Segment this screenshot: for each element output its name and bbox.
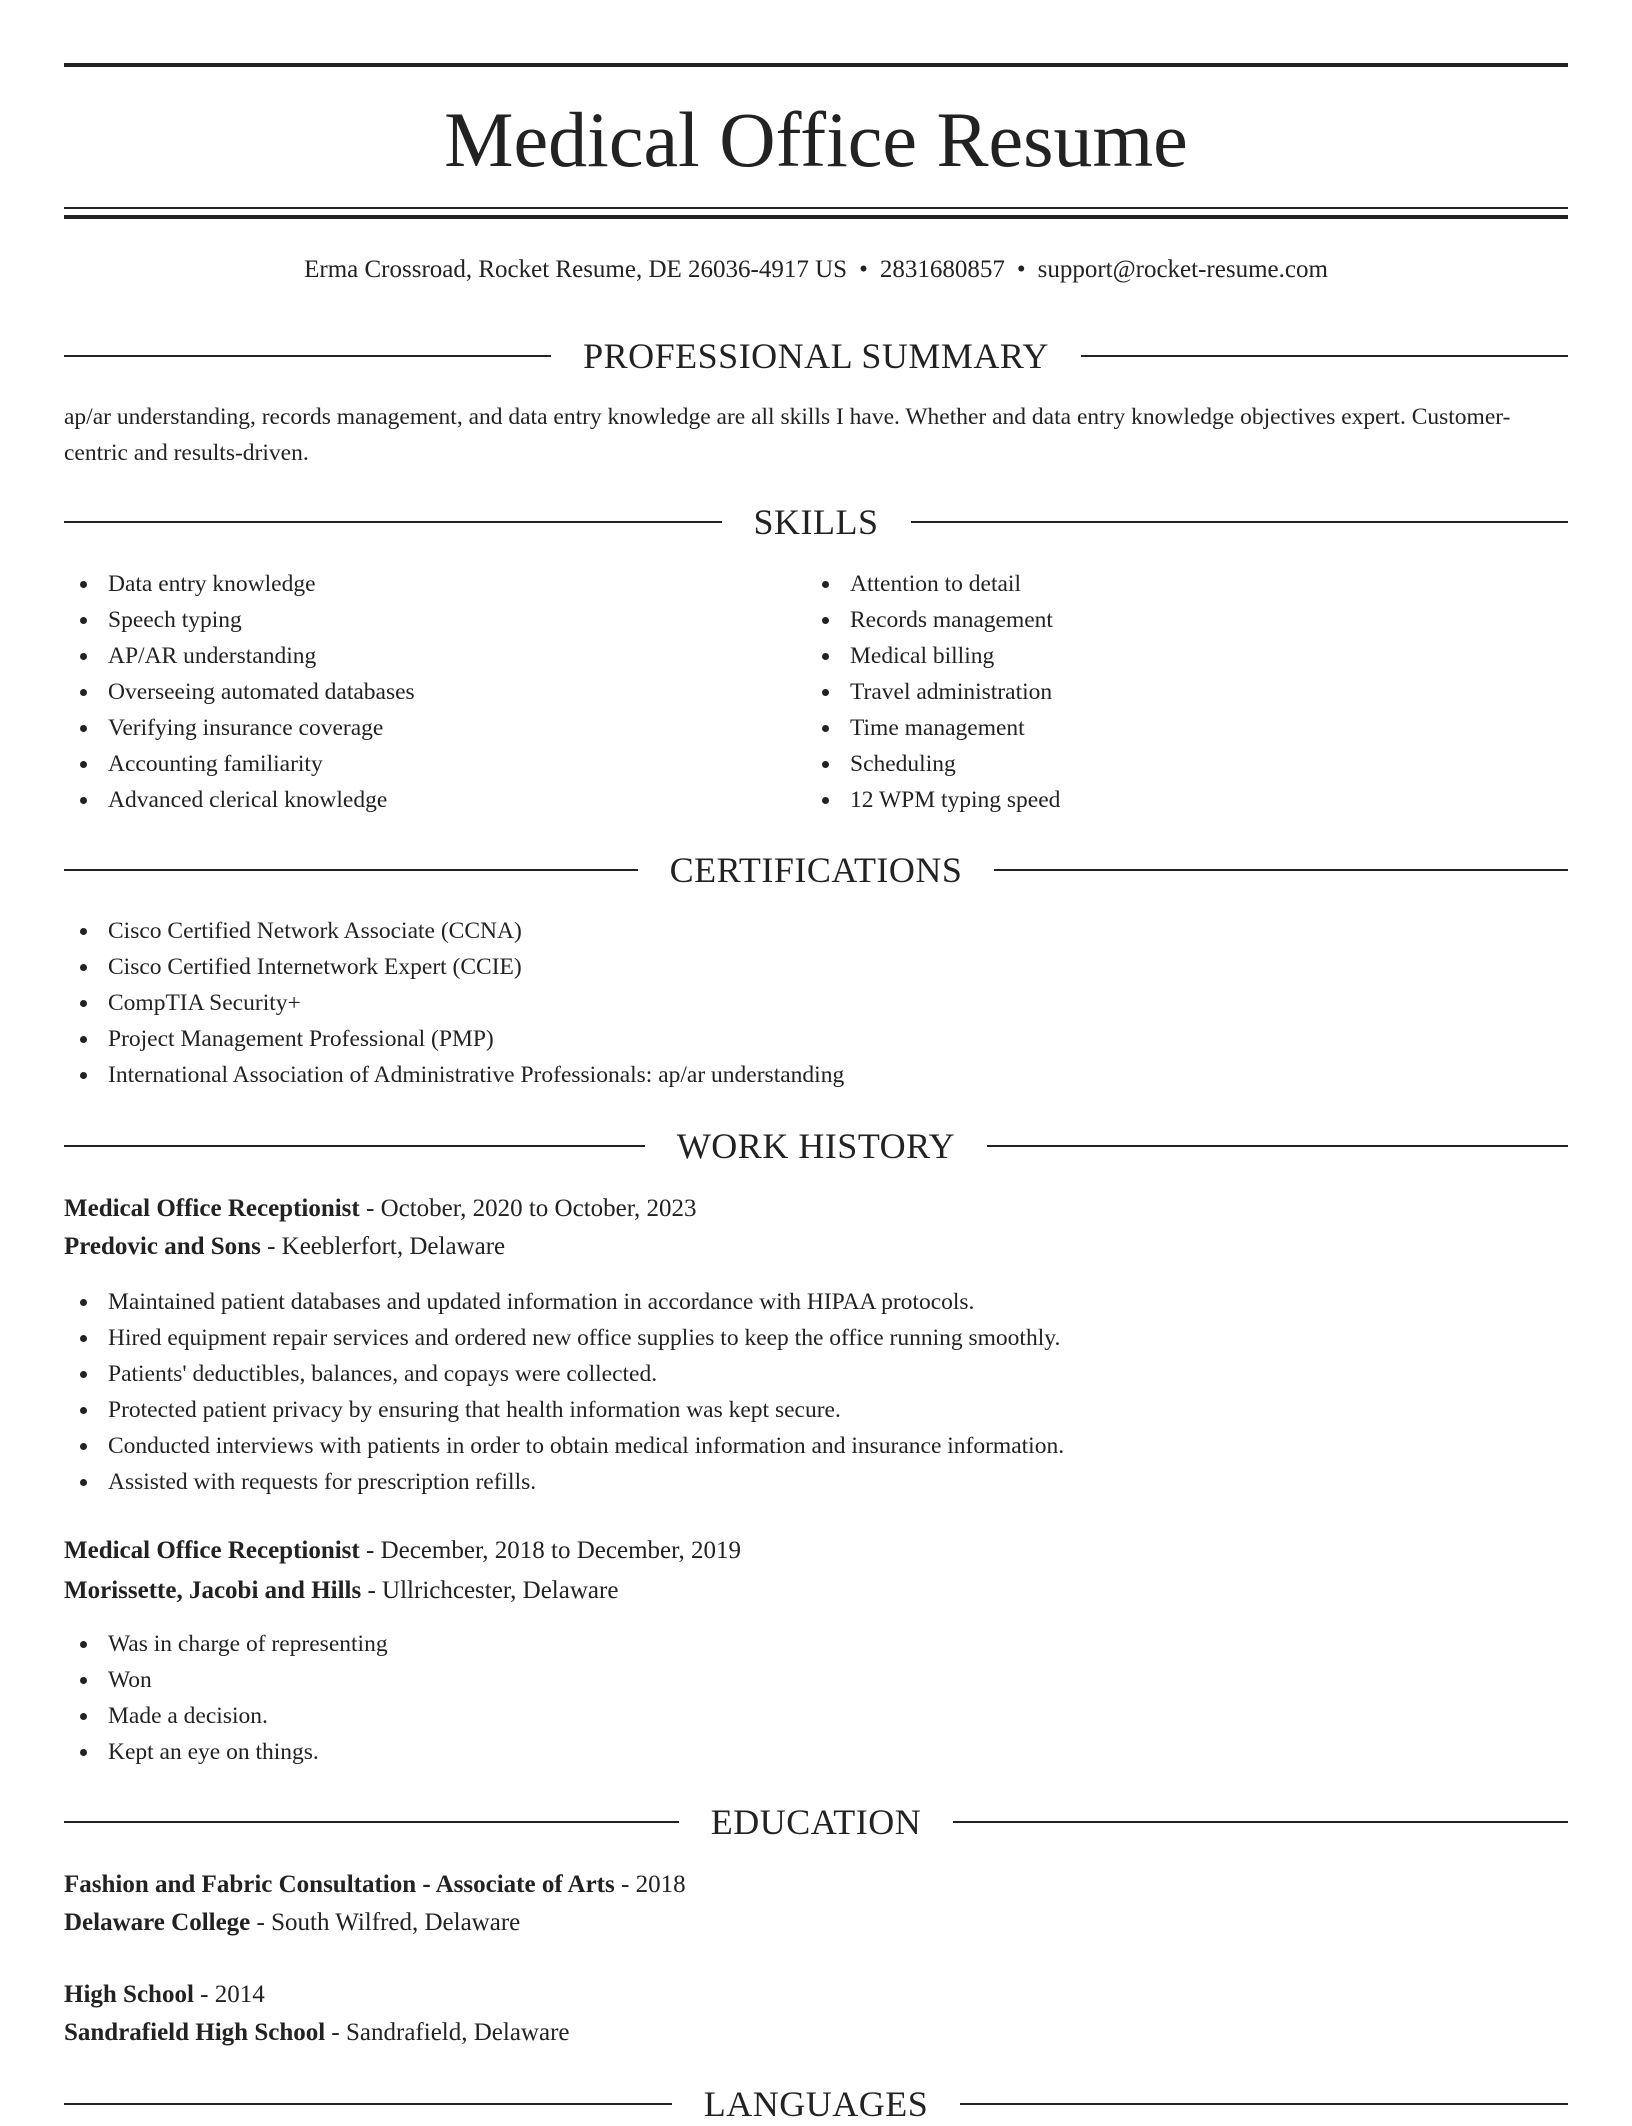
employer-location: Keeblerfort, Delaware (281, 1233, 506, 1260)
heading-rule-right (987, 1145, 1568, 1147)
school-name: Delaware College (64, 1909, 251, 1936)
dash: - (325, 2019, 346, 2046)
title-rule-thick (64, 215, 1568, 219)
title-rule-thin (64, 207, 1568, 209)
heading-rule-left (64, 1145, 645, 1147)
degree-year: 2014 (214, 1981, 265, 2008)
skill-item: Accounting familiarity (64, 746, 804, 782)
employer-name: Morissette, Jacobi and Hills (64, 1577, 362, 1604)
section-title: CERTIFICATIONS (669, 850, 963, 890)
school-line (64, 1905, 1568, 1941)
section-title: PROFESSIONAL SUMMARY (583, 336, 1049, 376)
heading-rule-left (64, 2103, 672, 2105)
section-heading-summary (64, 334, 1568, 378)
section-heading-certifications (64, 848, 1568, 892)
contact-separator: • (1016, 256, 1026, 283)
degree-line (64, 1867, 1568, 1903)
skill-item: AP/AR understanding (64, 638, 804, 674)
job-bullet: Won (64, 1662, 1568, 1698)
skill-item: Data entry knowledge (64, 566, 804, 602)
school-location: South Wilfred, Delaware (271, 1909, 521, 1936)
skill-item: Travel administration (806, 674, 1546, 710)
certification-item: Project Management Professional (PMP) (64, 1021, 1568, 1057)
job-bullet: Conducted interviews with patients in order to obtain medical information and insurance information. (64, 1428, 1568, 1464)
heading-rule-left (64, 355, 551, 357)
employer-name: Predovic and Sons (64, 1233, 261, 1260)
certification-item: Cisco Certified Network Associate (CCNA) (64, 913, 1568, 949)
section-title: LANGUAGES (703, 2084, 929, 2124)
job-dates: October, 2020 to October, 2023 (380, 1195, 697, 1222)
section-title: WORK HISTORY (676, 1126, 956, 1166)
top-rule (64, 63, 1568, 67)
degree-name: Fashion and Fabric Consultation - Associate of Arts (64, 1871, 615, 1898)
section-heading-work (64, 1124, 1568, 1168)
job-bullet: Kept an eye on things. (64, 1734, 1568, 1770)
job-title-line (64, 1533, 1568, 1569)
skills-list-left (64, 566, 804, 818)
skill-item: Scheduling (806, 746, 1546, 782)
skill-item: Verifying insurance coverage (64, 710, 804, 746)
skill-item: Time management (806, 710, 1546, 746)
section-title: SKILLS (753, 502, 879, 542)
job-bullet: Maintained patient databases and updated information in accordance with HIPAA protocols. (64, 1284, 1568, 1320)
job-bullets (64, 1626, 1568, 1770)
job-title-line (64, 1191, 1568, 1227)
job-title: Medical Office Receptionist (64, 1537, 360, 1564)
contact-line (64, 254, 1568, 286)
degree-year: 2018 (635, 1871, 686, 1898)
section-heading-education (64, 1800, 1568, 1844)
certification-item: International Association of Administrative Professionals: ap/ar understanding (64, 1057, 1568, 1093)
contact-address: Erma Crossroad, Rocket Resume, DE 26036-4917 US (304, 256, 848, 283)
certification-item: CompTIA Security+ (64, 985, 1568, 1021)
dash: - (361, 1577, 383, 1604)
skill-item: Attention to detail (806, 566, 1546, 602)
heading-rule-right (953, 1821, 1568, 1823)
heading-rule-left (64, 869, 638, 871)
skill-item: Speech typing (64, 602, 804, 638)
employer-line (64, 1573, 1568, 1609)
employer-line (64, 1229, 1568, 1265)
job-bullets (64, 1284, 1568, 1500)
school-name: Sandrafield High School (64, 2019, 326, 2046)
job-bullet: Hired equipment repair services and ordered new office supplies to keep the office running smoothly. (64, 1320, 1568, 1356)
contact-phone: 2831680857 (879, 256, 1005, 283)
heading-rule-left (64, 1821, 679, 1823)
skill-item: Records management (806, 602, 1546, 638)
heading-rule-right (960, 2103, 1568, 2105)
dash: - (614, 1871, 636, 1898)
dash: - (359, 1537, 381, 1564)
certification-item: Cisco Certified Internetwork Expert (CCIE) (64, 949, 1568, 985)
certifications-list (64, 913, 1568, 1093)
dash: - (260, 1233, 282, 1260)
job-bullet: Protected patient privacy by ensuring that health information was kept secure. (64, 1392, 1568, 1428)
school-location: Sandrafield, Delaware (346, 2019, 570, 2046)
job-bullet: Assisted with requests for prescription refills. (64, 1464, 1568, 1500)
heading-rule-left (64, 521, 722, 523)
dash: - (193, 1981, 215, 2008)
degree-name: High School (64, 1981, 194, 2008)
skill-item: Advanced clerical knowledge (64, 782, 804, 818)
school-line (64, 2015, 1568, 2051)
contact-separator: • (859, 256, 868, 283)
job-bullet: Was in charge of representing (64, 1626, 1568, 1662)
job-bullet: Patients' deductibles, balances, and copays were collected. (64, 1356, 1568, 1392)
skill-item: Medical billing (806, 638, 1546, 674)
job-bullet: Made a decision. (64, 1698, 1568, 1734)
section-title: EDUCATION (710, 1802, 922, 1842)
resume-title: Medical Office Resume (444, 96, 1188, 183)
section-heading-languages (64, 2082, 1568, 2126)
employer-location: Ullrichcester, Delaware (382, 1577, 619, 1604)
heading-rule-right (911, 521, 1569, 523)
skill-item: Overseeing automated databases (64, 674, 804, 710)
section-heading-skills (64, 500, 1568, 544)
skill-item: 12 WPM typing speed (806, 782, 1546, 818)
heading-rule-right (994, 869, 1568, 871)
degree-line (64, 1977, 1568, 2013)
summary-text: ap/ar understanding, records management, and data entry knowledge are all skills I have. Whether and data entry knowledge objectives expert. Customer-centric and results-driven. (64, 404, 1511, 466)
heading-rule-right (1081, 355, 1568, 357)
contact-email: support@rocket-resume.com (1037, 256, 1328, 283)
dash: - (359, 1195, 381, 1222)
dash: - (250, 1909, 272, 1936)
skills-list-right (806, 566, 1546, 818)
job-dates: December, 2018 to December, 2019 (380, 1537, 741, 1564)
job-title: Medical Office Receptionist (64, 1195, 360, 1222)
